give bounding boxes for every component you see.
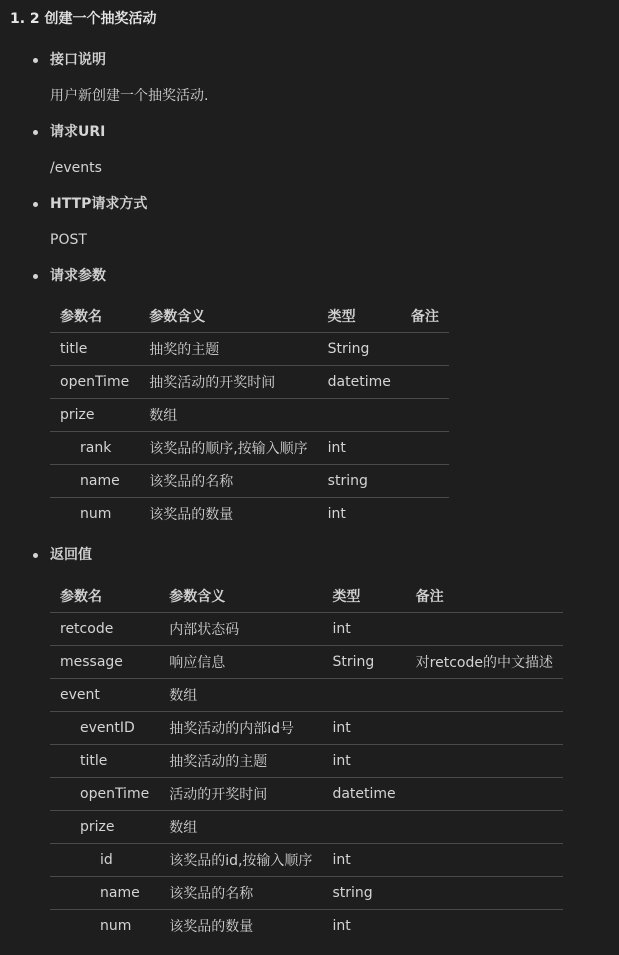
- param-meaning: 该奖品的id,按输入顺序: [169, 853, 313, 869]
- table-header-cell: 备注: [410, 309, 439, 325]
- param-meaning: 该奖品的名称: [149, 474, 234, 490]
- param-note: [406, 613, 563, 646]
- param-name: name: [80, 473, 120, 489]
- param-note: [406, 811, 563, 844]
- param-name: eventID: [80, 720, 135, 736]
- table-row: [50, 465, 449, 498]
- param-type: int: [332, 753, 351, 769]
- param-meaning: 抽奖活动的开奖时间: [149, 375, 276, 391]
- bullet-dot: [33, 274, 38, 279]
- param-name: rank: [80, 440, 112, 456]
- bullet-dot: [33, 130, 38, 135]
- param-meaning: 数组: [169, 820, 198, 836]
- param-note: [406, 745, 563, 778]
- param-name: num: [80, 506, 112, 522]
- param-name: message: [60, 654, 123, 670]
- table-row: [50, 333, 449, 366]
- return-value-table: [50, 580, 563, 942]
- param-name: prize: [80, 819, 115, 835]
- table-row: [50, 811, 563, 844]
- bullet-label: 请求参数: [50, 268, 106, 284]
- param-type: string: [327, 473, 368, 489]
- table-header-cell: 备注: [415, 589, 444, 605]
- param-note: [401, 399, 449, 432]
- param-type: datetime: [332, 786, 396, 802]
- table-row: [50, 679, 563, 712]
- table-header-cell: 类型: [332, 589, 361, 605]
- table-row: [50, 778, 563, 811]
- param-note: [406, 844, 563, 877]
- table-header-cell: 参数含义: [169, 589, 226, 605]
- table-row: [50, 877, 563, 910]
- bullet-dot: [33, 202, 38, 207]
- param-type: [318, 399, 401, 432]
- param-meaning: 抽奖活动的内部id号: [169, 721, 294, 737]
- param-type: int: [332, 720, 351, 736]
- param-name: prize: [60, 407, 95, 423]
- param-type: int: [327, 506, 346, 522]
- table-row: [50, 498, 449, 531]
- param-name: retcode: [60, 621, 114, 637]
- table-row: [50, 646, 563, 679]
- param-meaning: 该奖品的顺序,按输入顺序: [149, 441, 308, 457]
- param-note: [401, 432, 449, 465]
- param-note: [406, 910, 563, 943]
- table-row: [50, 432, 449, 465]
- interface-desc-text: 用户新创建一个抽奖活动.: [50, 88, 209, 104]
- table-header-row: [50, 300, 449, 333]
- param-type: String: [332, 654, 375, 670]
- param-meaning: 该奖品的数量: [169, 919, 254, 935]
- param-name: title: [60, 341, 88, 357]
- table-header-cell: 参数名: [60, 589, 102, 605]
- param-type: int: [332, 852, 351, 868]
- param-note: 对retcode的中文描述: [415, 655, 553, 671]
- param-note: [406, 712, 563, 745]
- param-meaning: 该奖品的名称: [169, 886, 254, 902]
- param-note: [406, 877, 563, 910]
- param-name: num: [100, 918, 132, 934]
- param-name: id: [100, 852, 113, 868]
- param-meaning: 抽奖的主题: [149, 342, 220, 358]
- param-meaning: 该奖品的数量: [149, 507, 234, 523]
- section-heading: 1. 2 创建一个抽奖活动: [10, 11, 157, 27]
- param-type: string: [332, 885, 373, 901]
- param-type: [322, 811, 405, 844]
- param-meaning: 数组: [149, 408, 178, 424]
- bullet-label: 返回值: [50, 547, 92, 563]
- request-uri-text: /events: [50, 160, 102, 176]
- param-type: datetime: [327, 374, 391, 390]
- table-header-row: [50, 580, 563, 613]
- param-note: [406, 679, 563, 712]
- table-header-cell: 参数名: [60, 309, 102, 325]
- param-note: [401, 498, 449, 531]
- param-meaning: 活动的开奖时间: [169, 787, 268, 803]
- table-row: [50, 745, 563, 778]
- param-note: [401, 366, 449, 399]
- bullet-dot: [33, 553, 38, 558]
- param-name: event: [60, 687, 100, 703]
- bullet-label: 请求URI: [50, 124, 106, 140]
- http-method-text: POST: [50, 232, 87, 248]
- request-params-table: [50, 300, 449, 530]
- table-row: [50, 844, 563, 877]
- param-name: title: [80, 753, 108, 769]
- bullet-label: HTTP请求方式: [50, 196, 148, 212]
- param-meaning: 数组: [169, 688, 198, 704]
- param-name: openTime: [60, 374, 130, 390]
- param-type: [322, 679, 405, 712]
- param-meaning: 抽奖活动的主题: [169, 754, 268, 770]
- table-row: [50, 399, 449, 432]
- table-row: [50, 613, 563, 646]
- param-type: int: [332, 621, 351, 637]
- table-row: [50, 910, 563, 943]
- param-note: [401, 465, 449, 498]
- param-note: [401, 333, 449, 366]
- bullet-dot: [33, 58, 38, 63]
- bullet-label: 接口说明: [50, 52, 106, 68]
- param-name: name: [100, 885, 140, 901]
- param-note: [406, 778, 563, 811]
- param-type: int: [332, 918, 351, 934]
- param-meaning: 内部状态码: [169, 622, 240, 638]
- table-header-cell: 类型: [327, 309, 356, 325]
- param-name: openTime: [80, 786, 150, 802]
- param-type: int: [327, 440, 346, 456]
- param-type: String: [327, 341, 370, 357]
- table-row: [50, 712, 563, 745]
- table-header-cell: 参数含义: [149, 309, 206, 325]
- param-meaning: 响应信息: [169, 655, 226, 671]
- table-row: [50, 366, 449, 399]
